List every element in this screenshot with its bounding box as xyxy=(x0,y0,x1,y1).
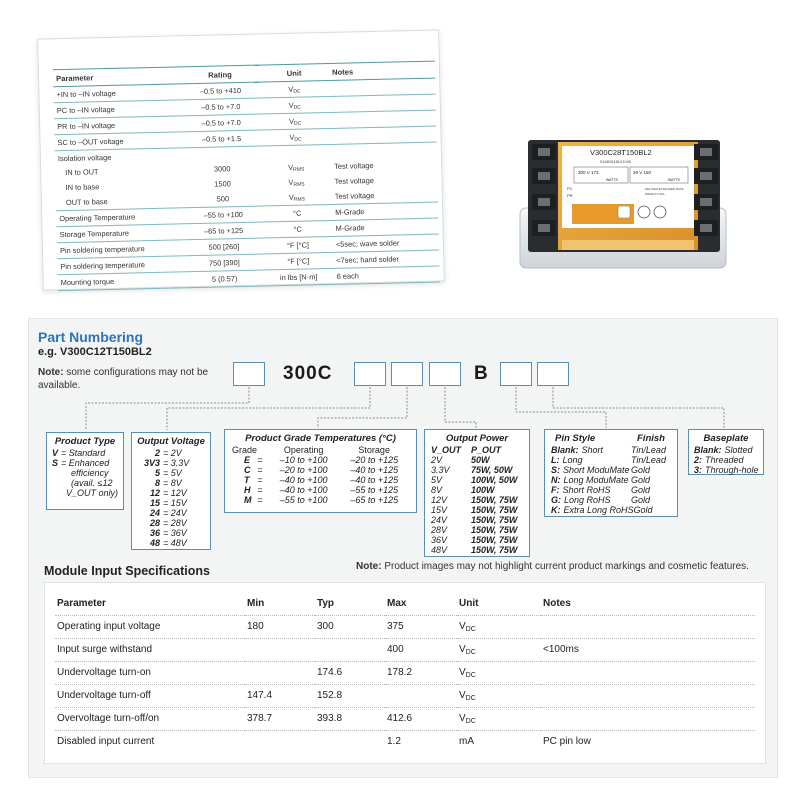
abs-rating: 500 xyxy=(184,191,262,208)
abs-rating: 5 (0.57) xyxy=(186,270,264,288)
product-type-code: S xyxy=(52,458,59,468)
spec-unit-main: V xyxy=(459,689,466,701)
output-voltage-option xyxy=(137,538,205,548)
pin-style-finish: Gold xyxy=(633,505,653,515)
pin-style-option xyxy=(551,475,671,485)
spec-unit-sub: DC xyxy=(465,648,476,656)
spec-typ: 393.8 xyxy=(315,707,385,730)
spec-max: 375 xyxy=(385,615,457,638)
output-voltage-code: 3V3 xyxy=(143,458,160,468)
output-voltage-desc: = 36V xyxy=(163,528,187,538)
spec-unit xyxy=(457,638,541,661)
spec-unit-main: V xyxy=(459,712,466,724)
output-voltage-box xyxy=(131,432,211,550)
grade-operating: –40 to +100 xyxy=(279,485,328,495)
abs-param: Storage Temperature xyxy=(56,224,184,243)
spec-notes xyxy=(541,684,755,707)
abs-unit-main: V xyxy=(288,177,294,187)
spec-min xyxy=(245,638,315,661)
pin-style-option xyxy=(551,485,671,495)
abs-param: +IN to –IN voltage xyxy=(53,84,181,103)
product-type-option xyxy=(52,458,118,468)
output-power-vout: 8V xyxy=(431,485,443,495)
spec-table xyxy=(55,593,755,753)
abs-unit-main: in lbs [N·m] xyxy=(279,271,318,282)
grade-header-grade: Grade xyxy=(232,445,258,455)
abs-unit-sub: RMS xyxy=(293,196,306,203)
spec-note xyxy=(356,561,749,572)
baseplate-option xyxy=(694,455,758,465)
spec-param: Undervoltage turn-off xyxy=(55,684,245,707)
abs-unit-main: °F [°C] xyxy=(287,255,310,266)
output-voltage-desc: = 5V xyxy=(163,468,182,478)
output-power-box xyxy=(424,429,530,557)
spec-row xyxy=(55,638,755,661)
spec-param: Overvoltage turn-off/on xyxy=(55,707,245,730)
spec-col-unit: Unit xyxy=(457,593,541,615)
spec-col-max: Max xyxy=(385,593,457,615)
abs-rating: –0.5 to +410 xyxy=(181,82,259,100)
pin-style-code: N: xyxy=(551,475,561,485)
abs-unit-main: V xyxy=(288,162,294,172)
spec-unit xyxy=(457,730,541,753)
grade-option xyxy=(232,485,409,495)
output-power-pout: 75W, 50W xyxy=(471,465,513,475)
spec-note-text: Product images may not highlight current product markings and cosmetic features. xyxy=(381,561,749,572)
pin-style-desc: Short xyxy=(581,445,604,455)
abs-rating: 500 [260] xyxy=(185,238,263,256)
output-power-vout: 28V xyxy=(431,525,448,535)
output-power-vout: 36V xyxy=(431,535,448,545)
abs-param: SC to –OUT voltage xyxy=(54,132,182,151)
output-voltage-title: Output Voltage xyxy=(137,436,205,447)
note-text: some configurations may not be available. xyxy=(38,367,209,391)
abs-rating: –0.5 to +1.5 xyxy=(182,130,260,148)
baseplate-option xyxy=(694,445,758,455)
abs-param: Mounting torque xyxy=(58,272,186,291)
photo-label-serial: 01681618121040 xyxy=(600,159,632,164)
output-voltage-code: 15 xyxy=(149,498,160,508)
product-type-code xyxy=(52,478,61,488)
spec-unit xyxy=(457,684,541,707)
output-power-pout: 150W, 75W xyxy=(471,505,518,515)
output-power-option xyxy=(431,485,523,495)
spec-param: Operating input voltage xyxy=(55,615,245,638)
pin-style-desc: Long RoHS xyxy=(564,495,611,505)
output-voltage-option xyxy=(137,458,205,468)
output-power-vout: 5V xyxy=(431,475,443,485)
grade-eq: = xyxy=(257,475,263,485)
pin-style-finish: Tin/Lead xyxy=(631,445,666,455)
pin-style-option xyxy=(551,495,671,505)
baseplate-desc: Slotted xyxy=(724,445,753,455)
output-power-option xyxy=(431,545,523,555)
code-b: B xyxy=(474,363,489,384)
grade-option xyxy=(232,495,409,505)
abs-unit-main: V xyxy=(289,132,295,142)
pin-style-desc: Short RoHS xyxy=(562,485,611,495)
product-type-option xyxy=(52,488,118,498)
pin-style-finish: Gold xyxy=(631,465,651,475)
abs-unit-sub: DC xyxy=(293,88,301,95)
output-power-vout: 24V xyxy=(431,515,448,525)
part-numbering-title: Part Numbering xyxy=(38,329,144,345)
output-voltage-option xyxy=(137,448,205,458)
grade-operating: –40 to +100 xyxy=(279,475,328,485)
spec-max: 400 xyxy=(385,638,457,661)
grade-operating: –10 to +100 xyxy=(279,455,328,465)
photo-pr-label: PR xyxy=(567,193,573,198)
product-type-title: Product Type xyxy=(54,436,116,447)
product-type-desc: = Enhanced xyxy=(61,458,110,468)
abs-notes: <7sec; hand solder xyxy=(333,250,439,268)
abs-unit-main: V xyxy=(288,100,294,110)
pin-style-desc: Long xyxy=(562,455,583,465)
pin-style-option xyxy=(551,505,671,515)
spec-row xyxy=(55,684,755,707)
abs-rating: –55 to +100 xyxy=(184,206,262,224)
product-type-code xyxy=(52,468,61,478)
product-type-box xyxy=(46,432,124,510)
baseplate-title: Baseplate xyxy=(703,433,749,444)
spec-param: Disabled input current xyxy=(57,736,155,748)
spec-note-label: Note: xyxy=(356,561,382,572)
product-type-desc: efficiency xyxy=(71,468,109,478)
grade-header-storage: Storage xyxy=(358,445,390,455)
spec-col-notes: Notes xyxy=(541,593,755,615)
spec-min: 378.7 xyxy=(245,707,315,730)
spec-notes xyxy=(541,661,755,684)
output-voltage-code: 28 xyxy=(149,518,160,528)
spec-notes: PC pin low xyxy=(543,736,591,748)
photo-label-model: V300C28T150BL2 xyxy=(590,148,652,157)
abs-param: Isolation voltage xyxy=(57,152,112,163)
spec-notes xyxy=(541,707,755,730)
output-power-pout: 150W, 75W xyxy=(471,525,518,535)
product-type-desc: V_OUT only) xyxy=(65,488,118,498)
grade-option xyxy=(232,465,409,475)
grade-code: M xyxy=(244,495,252,505)
abs-param: Pin soldering temperature xyxy=(57,240,185,259)
grade-eq: = xyxy=(257,465,263,475)
baseplate-code: Blank: xyxy=(694,445,722,455)
abs-param: IN to base xyxy=(65,182,100,192)
output-power-pout: 100W, 50W xyxy=(471,475,518,485)
output-voltage-option xyxy=(137,468,205,478)
output-power-h2: P_OUT xyxy=(471,445,502,455)
pin-style-code: G: xyxy=(551,495,561,505)
photo-watts-in: WATTS xyxy=(606,178,618,182)
abs-unit-sub: RMS xyxy=(293,166,305,173)
grade-code: T xyxy=(244,475,250,485)
part-numbering-example: e.g. V300C12T150BL2 xyxy=(38,346,152,358)
spec-min: 180 xyxy=(245,615,315,638)
grade-code: C xyxy=(244,465,251,475)
abs-unit-sub: RMS xyxy=(293,181,305,188)
output-voltage-desc: = 24V xyxy=(163,508,187,518)
grade-storage: –55 to +125 xyxy=(350,485,399,495)
spec-typ xyxy=(315,730,385,753)
product-type-option xyxy=(52,468,118,478)
spec-row xyxy=(55,615,755,638)
pin-style-option xyxy=(551,445,671,455)
photo-small-1: DELIVER EXTENDED RATE xyxy=(645,187,684,191)
baseplate-code: 2: xyxy=(694,455,703,465)
abs-rating: 750 [390] xyxy=(185,254,263,272)
grade-storage: –65 to +125 xyxy=(350,495,399,505)
photo-out-rating: 28 V 150 xyxy=(633,170,652,175)
product-type-code: V xyxy=(52,448,59,458)
output-power-h1: V_OUT xyxy=(431,445,462,455)
grade-storage: –20 to +125 xyxy=(350,455,399,465)
spec-unit-sub: DC xyxy=(465,694,476,702)
product-type-desc: = Standard xyxy=(61,448,106,458)
spec-min: 147.4 xyxy=(245,684,315,707)
photo-watts-out: WATTS xyxy=(668,178,680,182)
spec-title: Module Input Specifications xyxy=(44,564,210,578)
grade-title: Product Grade Temperatures (°C) xyxy=(245,433,396,444)
grade-operating: –20 to +100 xyxy=(279,465,328,475)
spec-max xyxy=(385,684,457,707)
grade-box xyxy=(224,429,417,513)
spec-typ: 174.6 xyxy=(315,661,385,684)
grade-option xyxy=(232,455,409,465)
code-300c: 300C xyxy=(283,363,333,384)
output-power-pout: 100W xyxy=(471,485,495,495)
baseplate-option xyxy=(694,465,758,475)
abs-rating: –0.5 to +7.0 xyxy=(182,98,260,116)
spec-param: Input surge withstand xyxy=(55,638,245,661)
abs-rating: –65 to +125 xyxy=(184,222,262,240)
abs-param: Operating Temperature xyxy=(56,208,184,227)
abs-rating: –0.5 to +7.0 xyxy=(182,114,260,132)
output-voltage-desc: = 48V xyxy=(163,538,187,548)
spec-card xyxy=(44,582,766,764)
pin-style-code: F: xyxy=(551,485,560,495)
output-voltage-desc: = 2V xyxy=(163,448,182,458)
output-voltage-desc: = 12V xyxy=(163,488,187,498)
spec-notes xyxy=(541,615,755,638)
output-voltage-code: 24 xyxy=(149,508,160,518)
baseplate-desc: Threaded xyxy=(705,455,744,465)
spec-max: 1.2 xyxy=(387,736,401,748)
abs-rating: 1500 xyxy=(214,179,231,189)
spec-unit-main: mA xyxy=(459,735,474,747)
output-voltage-option xyxy=(137,528,205,538)
spec-row xyxy=(55,661,755,684)
abs-notes: M-Grade xyxy=(332,218,438,236)
finish-title: Finish xyxy=(637,433,665,444)
output-power-option xyxy=(431,465,523,475)
output-voltage-option xyxy=(137,488,205,498)
abs-param: OUT to base xyxy=(56,192,184,210)
col-parameter: Parameter xyxy=(53,67,181,87)
output-power-vout: 48V xyxy=(431,545,448,555)
output-voltage-desc: = 8V xyxy=(163,478,182,488)
col-unit: Unit xyxy=(259,63,329,82)
spec-row xyxy=(55,707,755,730)
baseplate-code: 3: xyxy=(694,465,703,475)
abs-unit-main: °F [°C] xyxy=(286,239,310,250)
grade-eq: = xyxy=(257,495,263,505)
spec-unit-sub: DC xyxy=(465,671,476,679)
pin-style-desc: Extra Long RoHS xyxy=(563,505,634,515)
abs-unit-sub: DC xyxy=(293,104,301,111)
abs-notes: <5sec; wave solder xyxy=(333,234,439,252)
output-power-option xyxy=(431,475,523,485)
output-power-option xyxy=(431,535,523,545)
abs-unit-main: °C xyxy=(292,208,302,218)
spec-max: 412.6 xyxy=(385,707,457,730)
abs-rating: 3000 xyxy=(213,164,231,174)
abs-notes: Test voltage xyxy=(334,160,374,171)
output-power-vout: 15V xyxy=(431,505,448,515)
spec-col-parameter: Parameter xyxy=(55,593,245,615)
pin-style-code: L: xyxy=(551,455,560,465)
output-voltage-desc: = 28V xyxy=(163,518,187,528)
abs-unit-main: V xyxy=(288,192,294,202)
output-power-title: Output Power xyxy=(445,433,509,444)
output-power-option xyxy=(431,455,523,465)
abs-param: Pin soldering temperature xyxy=(57,256,185,275)
abs-unit-sub: DC xyxy=(293,120,302,127)
output-power-option xyxy=(431,525,523,535)
output-power-option xyxy=(431,495,523,505)
grade-eq: = xyxy=(257,485,263,495)
spec-unit xyxy=(457,615,541,638)
pin-style-title: Pin Style xyxy=(555,433,596,444)
abs-notes: M-Grade xyxy=(332,202,438,220)
pin-style-finish: Gold xyxy=(631,495,651,505)
pin-style-option xyxy=(551,455,671,465)
output-voltage-code: 36 xyxy=(149,528,160,538)
product-type-option xyxy=(52,448,118,458)
output-voltage-code: 48 xyxy=(149,538,160,548)
output-power-pout: 50W xyxy=(471,455,490,465)
spec-max: 178.2 xyxy=(385,661,457,684)
output-power-vout: 12V xyxy=(431,495,448,505)
grade-code: H xyxy=(244,485,251,495)
grade-eq: = xyxy=(257,455,263,465)
output-power-option xyxy=(431,515,523,525)
grade-storage: –40 to +125 xyxy=(350,465,399,475)
abs-param: PR to –IN voltage xyxy=(54,116,182,135)
pin-style-code: S: xyxy=(551,465,560,475)
spec-row xyxy=(55,730,755,753)
spec-typ: 152.8 xyxy=(315,684,385,707)
output-power-pout: 150W, 75W xyxy=(471,495,518,505)
pin-style-finish: Gold xyxy=(631,485,651,495)
grade-storage: –40 to +125 xyxy=(350,475,399,485)
spec-unit-main: V xyxy=(459,643,466,655)
abs-unit-main: V xyxy=(288,84,294,94)
col-rating: Rating xyxy=(181,65,259,84)
output-voltage-desc: = 3.3V xyxy=(163,458,190,468)
note-label: Note: xyxy=(38,367,64,378)
spec-unit-sub: DC xyxy=(465,717,476,725)
col-notes: Notes xyxy=(329,61,435,80)
abs-notes: Test voltage xyxy=(334,175,375,186)
abs-param: IN to OUT xyxy=(65,167,99,177)
spec-notes: <100ms xyxy=(541,638,755,661)
abs-notes: 6 each xyxy=(333,266,439,284)
abs-unit-main: °C xyxy=(293,224,302,234)
grade-code: E xyxy=(244,455,251,465)
abs-notes: Test voltage xyxy=(332,187,438,205)
output-voltage-option xyxy=(137,478,205,488)
pin-style-desc: Long ModuMate xyxy=(563,475,629,485)
pin-style-desc: Short ModuMate xyxy=(563,465,630,475)
output-power-pout: 150W, 75W xyxy=(471,535,518,545)
abs-unit-sub: DC xyxy=(294,136,302,143)
output-voltage-code: 5 xyxy=(154,468,160,478)
photo-pc-label: PC xyxy=(567,186,573,191)
spec-typ xyxy=(315,638,385,661)
output-voltage-code: 8 xyxy=(154,478,160,488)
pin-style-code: K: xyxy=(551,505,561,515)
spec-min xyxy=(245,661,315,684)
output-voltage-code: 12 xyxy=(149,488,160,498)
output-power-vout: 2V xyxy=(431,455,443,465)
output-power-pout: 150W, 75W xyxy=(471,545,518,555)
pin-style-header xyxy=(551,434,671,445)
baseplate-box xyxy=(688,429,764,475)
spec-typ: 300 xyxy=(315,615,385,638)
grade-operating: –55 to +100 xyxy=(279,495,328,505)
spec-unit-main: V xyxy=(459,666,466,678)
output-power-pout: 150W, 75W xyxy=(471,515,518,525)
spec-param: Undervoltage turn-on xyxy=(55,661,245,684)
baseplate-desc: Through-hole xyxy=(705,465,759,475)
pin-style-box xyxy=(544,429,678,517)
grade-header-row xyxy=(232,445,409,455)
pin-style-finish: Tin/Lead xyxy=(631,455,666,465)
output-voltage-desc: = 15V xyxy=(163,498,187,508)
output-voltage-option xyxy=(137,518,205,528)
spec-unit xyxy=(457,707,541,730)
spec-col-min: Min xyxy=(245,593,315,615)
product-type-option xyxy=(52,478,118,488)
abs-unit-main: V xyxy=(288,116,295,126)
product-type-desc: (avail. ≤12 xyxy=(71,478,113,488)
output-power-vout: 3.3V xyxy=(431,465,450,475)
output-voltage-code: 2 xyxy=(154,448,160,458)
spec-unit-sub: DC xyxy=(465,625,476,633)
spec-unit xyxy=(457,661,541,684)
grade-option xyxy=(232,475,409,485)
spec-min xyxy=(245,730,315,753)
output-voltage-option xyxy=(137,498,205,508)
grade-header-operating: Operating xyxy=(283,445,324,455)
photo-small-2: MADE IN USA xyxy=(645,192,665,196)
spec-unit-main: V xyxy=(459,620,466,632)
pin-style-finish: Gold xyxy=(631,475,651,485)
photo-in-rating: 300 V 173 xyxy=(578,170,599,175)
abs-param: PC to –IN voltage xyxy=(54,100,182,119)
output-power-header-row xyxy=(431,445,523,455)
pin-style-code: Blank: xyxy=(551,445,579,455)
output-voltage-option xyxy=(137,508,205,518)
spec-col-typ: Typ xyxy=(315,593,385,615)
output-power-option xyxy=(431,505,523,515)
pin-style-option xyxy=(551,465,671,475)
